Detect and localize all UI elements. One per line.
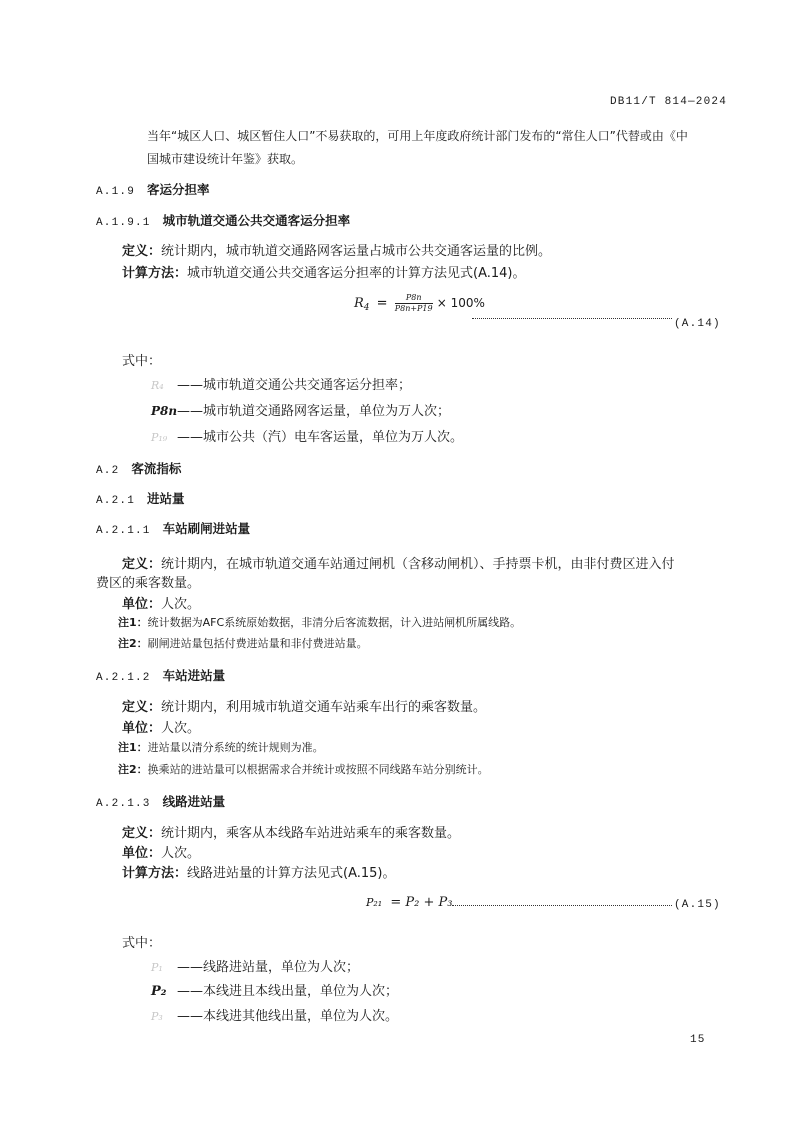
variable-row: [151, 400, 450, 419]
definition-line: [122, 696, 486, 715]
section-heading-a119: [96, 180, 210, 198]
variable-row: [151, 426, 463, 445]
section-number: A.2.1.2: [96, 672, 151, 684]
unit-label: 单位：: [122, 597, 162, 612]
variable-description: ——本线进且本线出量，单位为人次；: [177, 984, 399, 999]
formula-equals: =: [376, 296, 388, 311]
formula-leader-dots: [452, 905, 672, 906]
section-title: 车站刷闸进站量: [162, 521, 251, 536]
formula-lhs: R: [354, 296, 364, 311]
section-number: A.2.1.1: [96, 525, 151, 537]
formula-fraction: [395, 293, 433, 314]
definition-text: 统计期内，城市轨道交通路网客运量占城市公共交通客运量的比例。: [161, 244, 552, 259]
calculation-line: [122, 862, 396, 881]
document-code: DB11/T 814—2024: [610, 96, 728, 108]
unit-text: 人次。: [161, 846, 201, 861]
variable-description: ——城市轨道交通公共交通客运分担率；: [177, 378, 412, 393]
note-row: [118, 761, 489, 777]
note-text: 进站量以清分系统的统计规则为准。: [147, 741, 324, 754]
section-title: 线路进站量: [162, 794, 226, 809]
section-heading-a213: [96, 792, 225, 810]
equation-number: (A.14): [674, 318, 721, 330]
section-title: 城市轨道交通公共交通客运分担率: [162, 213, 351, 228]
section-title: 车站进站量: [162, 668, 226, 683]
calculation-text: 线路进站量的计算方法见式(A.15)。: [187, 866, 396, 881]
unit-line: [122, 717, 200, 736]
formula-a15: [366, 895, 452, 910]
note-text: 换乘站的进站量可以根据需求合并统计或按照不同线路车站分别统计。: [147, 763, 489, 776]
section-number: A.1.9.1: [96, 217, 151, 229]
where-label: 式中：: [122, 354, 162, 369]
definition-line: [122, 553, 675, 572]
note-label: 注1：: [118, 741, 148, 754]
section-title: 客运分担率: [147, 182, 210, 197]
intro-line-2: 国城市建设统计年鉴》获取。: [147, 152, 304, 166]
section-number: A.2: [96, 465, 120, 477]
variable-row: [151, 374, 411, 393]
intro-line-1: 当年“城区人口、城区暂住人口”不易获取的，可用上年度政府统计部门发布的“常住人口”代替或由《中: [147, 129, 688, 143]
note-row: [118, 739, 324, 755]
note-row: [118, 614, 521, 630]
equation-number: (A.15): [674, 899, 721, 911]
definition-label: 定义：: [122, 700, 162, 715]
section-number: A.1.9: [96, 186, 136, 198]
calculation-label: 计算方法：: [122, 866, 188, 881]
formula-a14: [354, 293, 485, 314]
variable-row: [151, 956, 359, 975]
note-label: 注1：: [118, 616, 148, 629]
definition-text: 统计期内，在城市轨道交通车站通过闸机（含移动闸机）、手持票卡机，由非付费区进入付: [161, 557, 675, 572]
variable-symbol: P₂: [151, 984, 167, 999]
variable-description: ——城市轨道交通路网客运量，单位为万人次；: [177, 404, 451, 419]
section-number: A.2.1: [96, 495, 136, 507]
variable-symbol: P₁₉: [151, 431, 168, 444]
variable-row: [151, 1005, 398, 1024]
variable-symbol: P₁: [151, 961, 163, 974]
variable-description: ——线路进站量，单位为人次；: [177, 960, 360, 975]
section-number: A.2.1.3: [96, 798, 151, 810]
fraction-numerator: P8n: [395, 293, 433, 304]
formula-rhs: = P₂ + P₃: [390, 895, 453, 910]
definition-label: 定义：: [122, 244, 162, 259]
note-text: 刷闸进站量包括付费进站量和非付费进站量。: [147, 637, 368, 650]
formula-lhs: P₂₁: [366, 896, 383, 909]
variable-symbol: P8n: [151, 404, 178, 418]
fraction-denominator: P8n+P19: [394, 304, 433, 313]
variable-symbol: R₄: [151, 379, 164, 392]
note-row: [118, 635, 368, 651]
unit-text: 人次。: [161, 597, 201, 612]
where-label: 式中：: [122, 936, 162, 951]
definition-text: 统计期内，乘客从本线路车站进站乘车的乘客数量。: [161, 826, 461, 841]
section-title: 进站量: [147, 491, 185, 506]
section-heading-a212: [96, 666, 225, 684]
unit-label: 单位：: [122, 846, 162, 861]
section-heading-a21: [96, 489, 185, 507]
variable-row: [151, 980, 398, 999]
note-label: 注2：: [118, 637, 148, 650]
calculation-label: 计算方法：: [122, 266, 188, 281]
definition-line: [122, 240, 551, 259]
unit-label: 单位：: [122, 721, 162, 736]
formula-leader-dots: [472, 318, 672, 319]
formula-tail: × 100%: [436, 296, 485, 310]
definition-label: 定义：: [122, 826, 162, 841]
calculation-line: [122, 262, 526, 281]
section-title: 客流指标: [131, 461, 182, 476]
note-label: 注2：: [118, 763, 148, 776]
formula-lhs-subscript: 4: [363, 303, 370, 313]
unit-line: [122, 842, 200, 861]
definition-text: 统计期内，利用城市轨道交通车站乘车出行的乘客数量。: [161, 700, 487, 715]
page-number: 15: [690, 1034, 706, 1046]
unit-line: [122, 593, 200, 612]
calculation-text: 城市轨道交通公共交通客运分担率的计算方法见式(A.14)。: [187, 266, 526, 281]
definition-label: 定义：: [122, 557, 162, 572]
section-heading-a1191: [96, 211, 350, 229]
variable-symbol: P₃: [151, 1010, 163, 1023]
unit-text: 人次。: [161, 721, 201, 736]
section-heading-a2: [96, 459, 181, 477]
variable-description: ——本线进其他线出量，单位为人次。: [177, 1009, 399, 1024]
definition-line: [122, 822, 460, 841]
note-text: 统计数据为AFC系统原始数据，非清分后客流数据，计入进站闸机所属线路。: [147, 616, 522, 629]
section-heading-a211: [96, 519, 250, 537]
variable-description: ——城市公共（汽）电车客运量，单位为万人次。: [177, 430, 464, 445]
definition-continuation: 费区的乘客数量。: [96, 576, 201, 591]
